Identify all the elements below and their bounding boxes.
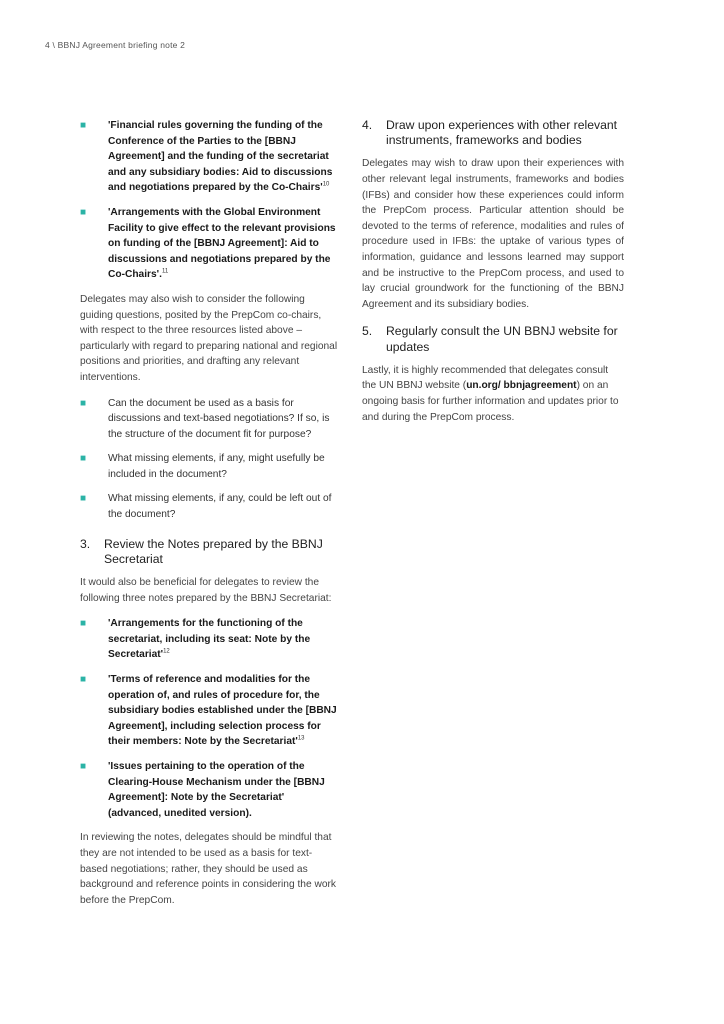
secretariat-notes-intro: It would also be beneficial for delegates to review the following three notes prepared by the BBNJ Secretariat:	[80, 577, 332, 604]
footnote-ref: 12	[163, 649, 170, 656]
page-header: 4 \ BBNJ Agreement briefing note 2	[45, 40, 186, 50]
list-item	[80, 616, 338, 663]
reviewing-notes-paragraph: In reviewing the notes, delegates should be mindful that they are not intended to be used as a basis for text-based negotiations; rather, they should be used as background and reference points in considering the work before the PrepCom.	[80, 832, 336, 906]
list-item	[80, 451, 338, 482]
bullet-icon: ■	[80, 206, 87, 218]
list-item-text: What missing elements, if any, might usefully be included in the document?	[108, 453, 325, 480]
bullet-icon: ■	[80, 493, 87, 505]
section-title: Draw upon experiences with other relevant instruments, frameworks and bodies	[386, 118, 618, 148]
list-item	[80, 205, 338, 283]
list-item	[80, 672, 338, 750]
list-item-text: 'Terms of reference and modalities for the operation of, and rules of procedure for, the subsidiary bodies established under the [BBNJ Agreement], including selection process for their members: Note by the Secretariat'	[108, 674, 337, 748]
bbnj-website-link[interactable]: un.org/ bbnjagreement	[466, 380, 577, 392]
bullet-icon: ■	[80, 453, 87, 465]
bullet-icon: ■	[80, 120, 87, 131]
list-item-text: 'Financial rules governing the funding of the Conference of the Parties to the [BBNJ Agreement] and the funding of the secretariat and any subsidiary bodies: Aid to discussions and negotiations prepared by the Co-Chairs'	[108, 120, 333, 194]
footnote-ref: 11	[161, 268, 169, 275]
list-item-text: 'Issues pertaining to the operation of the Clearing-House Mechanism under the [BBNJ Agreement]: Note by the Secretariat' (advanced, unedited version).	[108, 761, 325, 819]
list-item	[80, 491, 338, 522]
experiences-paragraph: Delegates may wish to draw upon their experiences with other relevant legal instruments, frameworks and bodies (IFBs) and consider how these experiences could inform the PrepCom process. Particular attention should be devoted to the terms of reference, modalities and rules of procedure used in IFBs: the uptake of various types of information, guidance and lessons learned may support and be instructive to the PrepCom process, and used to lay crucial groundwork for the functioning of the BBNJ Agreement and its subsidiary bodies.	[362, 158, 624, 310]
website-paragraph-start: Lastly, it is highly recommended that delegates consult the UN BBNJ website (	[362, 364, 609, 392]
website-paragraph	[362, 363, 624, 425]
section-number: 4.	[362, 118, 373, 132]
list-item	[80, 396, 338, 443]
footnote-ref: 13	[297, 736, 305, 743]
bullet-icon: ■	[80, 618, 87, 630]
section-title: Review the Notes prepared by the BBNJ Secretariat	[104, 536, 323, 566]
website-paragraph-end: ) on an ongoing basis for further information and updates prior to and during the PrepCom process.	[362, 380, 619, 423]
footnote-ref: 10	[322, 181, 330, 188]
list-item	[80, 759, 338, 821]
list-item	[80, 118, 338, 196]
guiding-questions-list	[80, 396, 338, 523]
section-heading-5	[362, 324, 624, 354]
guiding-questions-intro: Delegates may also wish to consider the following guiding questions, posited by the PrepCom co-chairs, with respect to the three resources listed above – particularly with regard to preparing national and regional positions and priorities, and drafting any relevant interventions.	[80, 293, 338, 383]
list-item-text: 'Arrangements for the functioning of the secretariat, including its seat: Note by the Secretariat'	[108, 618, 311, 661]
section-title: Regularly consult the UN BBNJ website for updates	[386, 324, 618, 354]
list-item-text: What missing elements, if any, could be left out of the document?	[108, 493, 332, 521]
bullet-icon: ■	[80, 761, 87, 772]
section-heading-4	[362, 118, 624, 148]
financial-documents-list	[80, 118, 338, 283]
bullet-icon: ■	[80, 674, 87, 686]
section-number: 5.	[362, 324, 373, 339]
section-heading-3	[80, 537, 338, 567]
list-item-text: 'Arrangements with the Global Environment Facility to give effect to the relevant provisions on funding of the [BBNJ Agreement]: Aid to discussions and negotiations prepared by the Co-Chairs'.	[108, 206, 336, 281]
bullet-icon: ■	[80, 397, 87, 409]
right-column	[362, 118, 624, 435]
secretariat-notes-list	[80, 616, 338, 821]
section-number: 3.	[80, 536, 91, 551]
left-column	[80, 118, 338, 918]
list-item-text: Can the document be used as a basis for discussions and text-based negotiations? If so, is the structure of the document fit for purpose?	[108, 397, 330, 440]
